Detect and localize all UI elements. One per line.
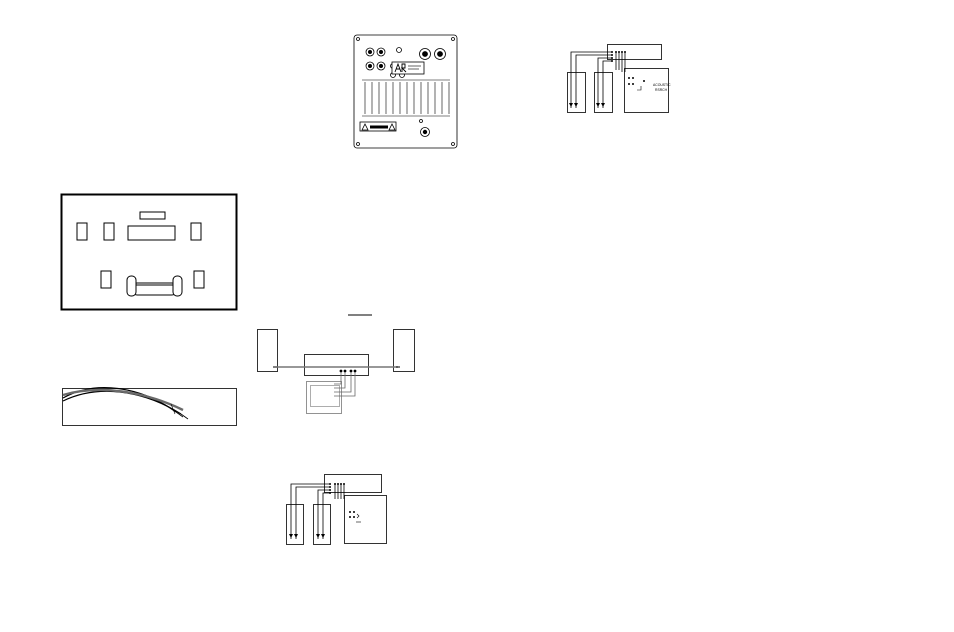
speaker-wire — [603, 61, 612, 108]
sub-label-line2: RSRCH — [655, 88, 668, 92]
front-left-speaker — [77, 223, 87, 240]
speaker-wire — [318, 490, 329, 539]
couch-icon — [127, 276, 182, 296]
subwoofer-outline — [307, 382, 342, 414]
room-placement-diagram — [62, 195, 237, 310]
receiver-box — [305, 355, 369, 376]
speaker-wire — [296, 487, 329, 539]
left-speaker — [568, 73, 586, 113]
crossover-knob-center — [438, 52, 443, 57]
speaker-level-wiring-top — [568, 45, 669, 113]
sub-input-cable — [334, 372, 341, 384]
terminal-dots — [289, 483, 355, 538]
rear-left-speaker — [101, 271, 111, 288]
receiver-box — [325, 475, 382, 493]
speaker-wire — [576, 55, 612, 108]
speaker-wire — [571, 52, 612, 108]
sub-label-line1: ACOUSTIC — [653, 83, 671, 87]
line-level-connection-diagram — [258, 315, 415, 414]
right-speaker — [314, 505, 331, 545]
wire-diagram-frame — [63, 389, 237, 426]
sub-output-cable — [334, 372, 351, 392]
rear-right-speaker — [194, 271, 204, 288]
subwoofer-box — [104, 223, 114, 240]
left-speaker — [287, 505, 304, 545]
right-speaker — [595, 73, 613, 113]
subwoofer-amp-panel — [354, 35, 457, 148]
volume-knob-center — [423, 52, 428, 57]
center-channel-speaker — [140, 212, 165, 219]
speaker-wire — [323, 493, 329, 539]
right-speaker — [394, 330, 415, 372]
subwoofer-box — [345, 496, 387, 544]
speaker-level-wiring-bottom — [287, 475, 387, 545]
left-speaker — [258, 330, 278, 372]
speaker-wire — [598, 58, 612, 108]
speaker-wire-diagram — [63, 388, 237, 426]
television — [128, 226, 175, 240]
front-right-speaker — [191, 223, 201, 240]
